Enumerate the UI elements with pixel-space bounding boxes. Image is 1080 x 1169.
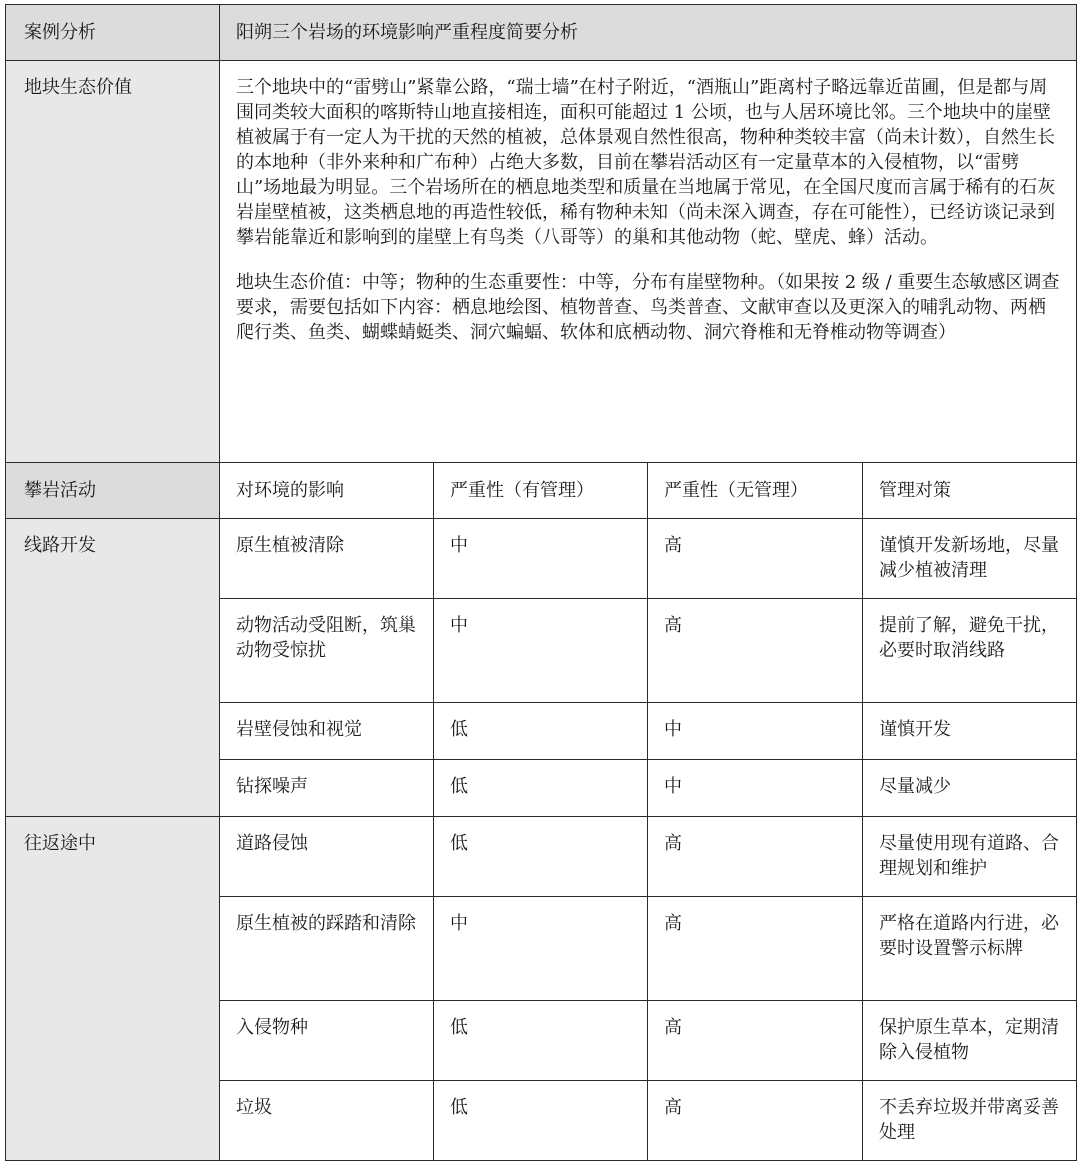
severity-unmanaged-cell: 中 xyxy=(648,703,863,760)
measure-cell: 严格在道路内行进，必要时设置警示标牌 xyxy=(863,897,1077,1001)
impact-cell: 原生植被的踩踏和清除 xyxy=(220,897,434,1001)
ecology-paragraph-1: 三个地块中的“雷劈山”紧靠公路，“瑞士墙”在村子附近，“酒瓶山”距离村子略远靠近苗圃，但是都与周围同类较大面积的喀斯特山地直接相连，面积可能超过 1 公顷，也与人居环境比邻。三个地块中的崖壁植被属于有一定人为干扰的天然的植被，总体景观自然性很高，物种种类较丰富（尚未计数），自然生长的本地种（非外来种和广布种）占绝大多数，目前在攀岩活动区有一定量草本的入侵植物，以“雷劈山”场地最为明显。三个岩场所在的栖息地类型和质量在当地属于常见，在全国尺度而言属于稀有的石灰岩崖壁植被，这类栖息地的再造性较低，稀有物种未知（尚未深入调查，存在可能性），已经访谈记录到攀岩能靠近和影响到的崖壁上有鸟类（八哥等）的巢和其他动物（蛇、壁虎、蜂）活动。 xyxy=(236,77,1056,248)
severity-unmanaged-cell: 高 xyxy=(648,897,863,1001)
severity-unmanaged-cell: 高 xyxy=(648,1001,863,1081)
environmental-impact-table xyxy=(5,4,1077,1161)
col-measures-header: 管理对策 xyxy=(863,463,1077,519)
severity-managed-cell: 中 xyxy=(434,519,648,599)
ecology-label: 地块生态价值 xyxy=(6,61,220,463)
measure-cell: 不丢弃垃圾并带离妥善处理 xyxy=(863,1081,1077,1161)
group-label-approach: 往返途中 xyxy=(6,817,220,1161)
measure-cell: 谨慎开发 xyxy=(863,703,1077,760)
col-sev-managed-header: 严重性（有管理） xyxy=(434,463,648,519)
severity-managed-cell: 中 xyxy=(434,897,648,1001)
impact-cell: 原生植被清除 xyxy=(220,519,434,599)
impact-cell: 垃圾 xyxy=(220,1081,434,1161)
column-header-row xyxy=(6,463,1077,519)
severity-unmanaged-cell: 中 xyxy=(648,760,863,817)
severity-unmanaged-cell: 高 xyxy=(648,599,863,703)
impact-cell: 岩壁侵蚀和视觉 xyxy=(220,703,434,760)
severity-unmanaged-cell: 高 xyxy=(648,1081,863,1161)
table-title: 阳朔三个岩场的环境影响严重程度简要分析 xyxy=(220,5,1077,61)
measure-cell: 尽量减少 xyxy=(863,760,1077,817)
impact-cell: 入侵物种 xyxy=(220,1001,434,1081)
measure-cell: 保护原生草本，定期清除入侵植物 xyxy=(863,1001,1077,1081)
ecology-text-cell xyxy=(220,61,1077,463)
table-row xyxy=(6,519,1077,599)
ecology-paragraph-2: 地块生态价值：中等；物种的生态重要性：中等，分布有崖壁物种。（如果按 2 级 / 重要生态敏感区调查要求，需要包括如下内容：栖息地绘图、植物普查、鸟类普查、文献审查以及更深入的哺乳动物、两栖爬行类、鱼类、蝴蝶蜻蜓类、洞穴蝙蝠、软体和底栖动物、洞穴脊椎和无脊椎动物等调查） xyxy=(236,272,1060,343)
col-activity-header: 攀岩活动 xyxy=(6,463,220,519)
header-row xyxy=(6,5,1077,61)
header-left-cell: 案例分析 xyxy=(6,5,220,61)
severity-managed-cell: 低 xyxy=(434,817,648,897)
measure-cell: 尽量使用现有道路、合理规划和维护 xyxy=(863,817,1077,897)
impact-cell: 动物活动受阻断，筑巢动物受惊扰 xyxy=(220,599,434,703)
severity-unmanaged-cell: 高 xyxy=(648,817,863,897)
impact-cell: 道路侵蚀 xyxy=(220,817,434,897)
col-impact-header: 对环境的影响 xyxy=(220,463,434,519)
group-label-route-dev: 线路开发 xyxy=(6,519,220,817)
severity-managed-cell: 低 xyxy=(434,760,648,817)
severity-managed-cell: 低 xyxy=(434,1081,648,1161)
ecology-row xyxy=(6,61,1077,463)
impact-cell: 钻探噪声 xyxy=(220,760,434,817)
measure-cell: 提前了解，避免干扰，必要时取消线路 xyxy=(863,599,1077,703)
col-sev-unmanaged-header: 严重性（无管理） xyxy=(648,463,863,519)
severity-unmanaged-cell: 高 xyxy=(648,519,863,599)
severity-managed-cell: 中 xyxy=(434,599,648,703)
measure-cell: 谨慎开发新场地，尽量减少植被清理 xyxy=(863,519,1077,599)
severity-managed-cell: 低 xyxy=(434,1001,648,1081)
table-row xyxy=(6,817,1077,897)
severity-managed-cell: 低 xyxy=(434,703,648,760)
